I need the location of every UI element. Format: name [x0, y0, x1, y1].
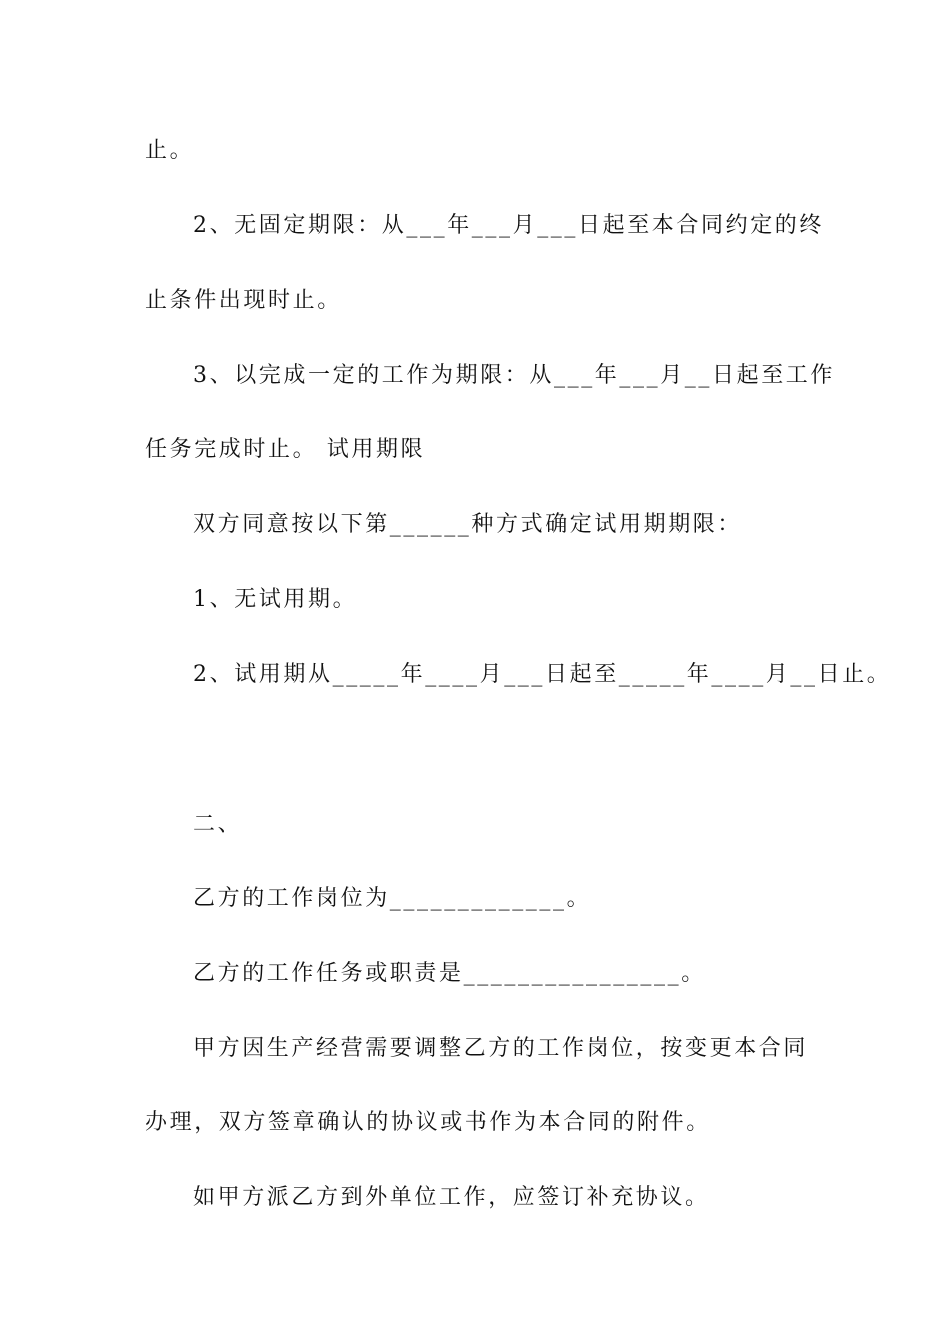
paragraph-line: 办理，双方签章确认的协议或书作为本合同的附件。	[145, 1110, 711, 1135]
paragraph-line: 2、试用期从_____年____月___日起至_____年____月__日止。	[193, 662, 892, 687]
paragraph-line: 任务完成时止。 试用期限	[145, 437, 426, 462]
paragraph-line: 1、无试用期。	[193, 587, 358, 612]
paragraph-line: 如甲方派乙方到外单位工作，应签订补充协议。	[193, 1185, 710, 1210]
paragraph-line: 2、无固定期限：从___年___月___日起至本合同约定的终	[193, 213, 824, 238]
section-heading: 二、	[193, 812, 243, 837]
paragraph-line: 双方同意按以下第______种方式确定试用期期限：	[193, 512, 743, 537]
paragraph-line: 止条件出现时止。	[145, 288, 342, 313]
paragraph-line: 乙方的工作任务或职责是________________。	[193, 961, 706, 986]
paragraph-line: 甲方因生产经营需要调整乙方的工作岗位，按变更本合同	[193, 1036, 809, 1061]
paragraph-line: 3、以完成一定的工作为期限：从___年___月__日起至工作	[193, 363, 835, 388]
paragraph-line: 止。	[145, 138, 195, 163]
paragraph-line: 乙方的工作岗位为_____________。	[193, 886, 592, 911]
